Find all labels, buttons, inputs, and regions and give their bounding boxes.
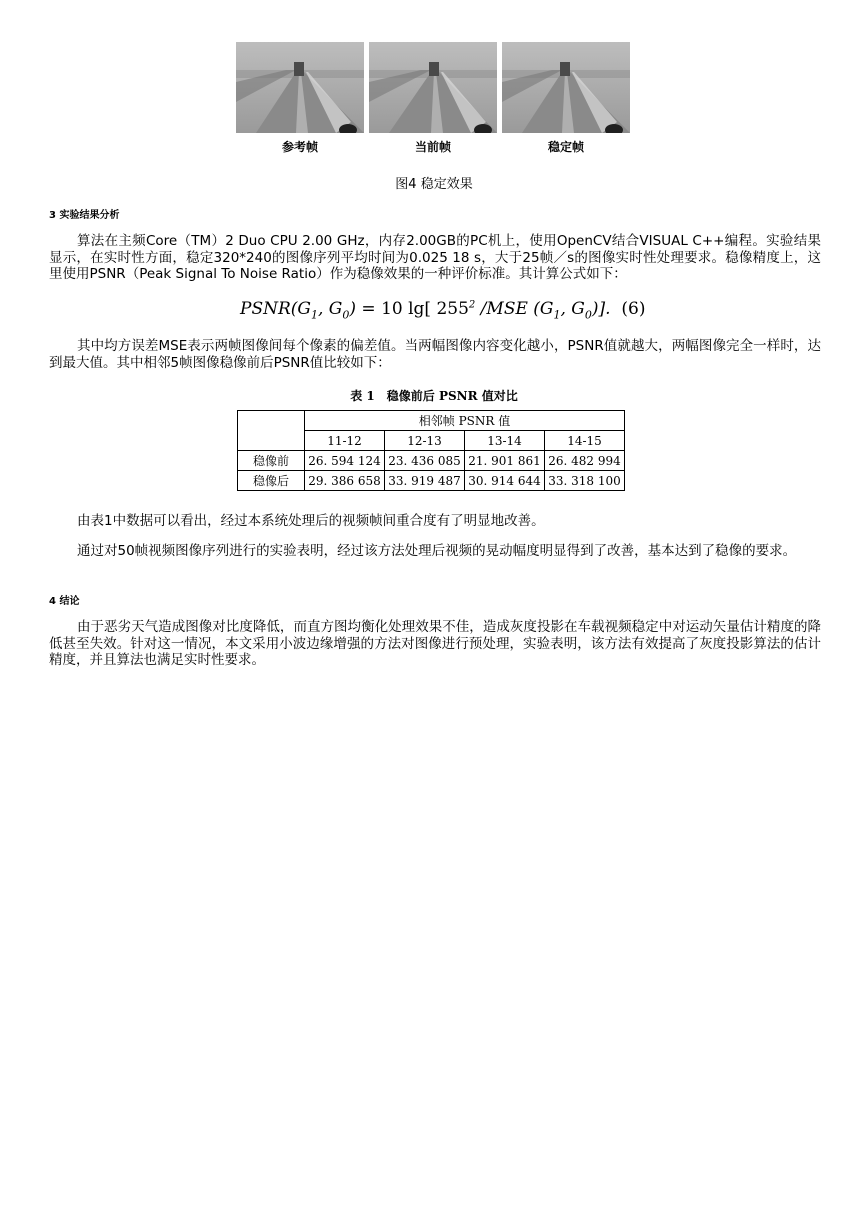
table-corner-cell	[238, 411, 305, 451]
formula-rhs: /MSE (G	[475, 299, 554, 319]
current-frame-image	[369, 42, 497, 133]
figure-4	[236, 42, 632, 160]
section-3-paragraph-1: 算法在主频Core（TM）2 Duo CPU 2.00 GHz，内存2.00GB的PC机上，使用OpenCV结合VISUAL C++编程。实验结果显示，在实时性方面，稳定320*240的图像序列平均时间为0.025 18 s，大于25帧／s的图像实时性处理要求。稳像精度上，这里使用PSNR（Peak Signal To Noise Ratio）作为稳像效果的一种评价标准。其计算公式如下：	[49, 233, 821, 282]
row-label: 稳像前	[238, 451, 305, 471]
section-4-heading: 4 结论	[49, 596, 80, 607]
table-cell: 26. 594 124	[305, 451, 385, 471]
psnr-formula	[240, 299, 645, 321]
stabilized-frame-image	[502, 42, 630, 133]
section-3-paragraph-3: 由表1中数据可以看出，经过本系统处理后的视频帧间重合度有了明显地改善。	[77, 513, 545, 529]
formula-tail: )].	[591, 299, 611, 319]
formula-sup: 2	[468, 299, 476, 311]
stabilized-frame-label: 稳定帧	[547, 140, 584, 154]
current-frame-label: 当前帧	[414, 140, 451, 154]
table-row	[238, 471, 625, 491]
formula-close: )	[349, 299, 357, 319]
section-4-paragraph-1: 由于恶劣天气造成图像对比度降低，而直方图均衡化处理效果不佳，造成灰度投影在车载视频稳定中对运动矢量估计精度的降低甚至失效。针对这一情况，本文采用小波边缘增强的方法对图像进行预处理，实验表明，该方法有效提高了灰度投影算法的估计精度，并且算法也满足实时性要求。	[49, 619, 821, 668]
formula-sub: 1	[310, 308, 318, 322]
formula-comma: , G	[317, 299, 343, 319]
formula-sub: 0	[342, 308, 350, 322]
table-group-header: 相邻帧 PSNR 值	[305, 411, 625, 431]
reference-frame-label: 参考帧	[281, 140, 318, 154]
table-cell: 26. 482 994	[545, 451, 625, 471]
equation-number: (6)	[621, 299, 646, 319]
table-caption: 表 1 稳像前后 PSNR 值对比	[350, 389, 518, 403]
formula-sub: 1	[553, 308, 561, 322]
row-label: 稳像后	[238, 471, 305, 491]
formula-eq: = 10 lg[ 255	[356, 299, 469, 319]
formula-args: (G	[290, 299, 311, 319]
formula-lhs: PSNR	[240, 299, 291, 319]
table-row	[238, 411, 625, 431]
table-cell: 23. 436 085	[385, 451, 465, 471]
figure-caption: 图4 稳定效果	[395, 177, 473, 192]
column-header: 11-12	[305, 431, 385, 451]
table-cell: 21. 901 861	[465, 451, 545, 471]
table-cell: 33. 919 487	[385, 471, 465, 491]
reference-frame-image	[236, 42, 364, 133]
table-cell: 29. 386 658	[305, 471, 385, 491]
column-header: 12-13	[385, 431, 465, 451]
column-header: 14-15	[545, 431, 625, 451]
section-3-paragraph-4: 通过对50帧视频图像序列进行的实验表明，经过该方法处理后视频的晃动幅度明显得到了改善，基本达到了稳像的要求。	[77, 543, 797, 559]
section-3-paragraph-2: 其中均方误差MSE表示两帧图像间每个像素的偏差值。当两幅图像内容变化越小，PSNR值就越大，两幅图像完全一样时，达到最大值。其中相邻5帧图像稳像前后PSNR值比较如下：	[49, 338, 821, 371]
psnr-table	[237, 410, 625, 491]
formula-comma: , G	[560, 299, 585, 319]
table-cell: 33. 318 100	[545, 471, 625, 491]
column-header: 13-14	[465, 431, 545, 451]
table-row	[238, 451, 625, 471]
formula-sub: 0	[584, 308, 592, 322]
section-3-heading: 3 实验结果分析	[49, 210, 120, 221]
table-cell: 30. 914 644	[465, 471, 545, 491]
